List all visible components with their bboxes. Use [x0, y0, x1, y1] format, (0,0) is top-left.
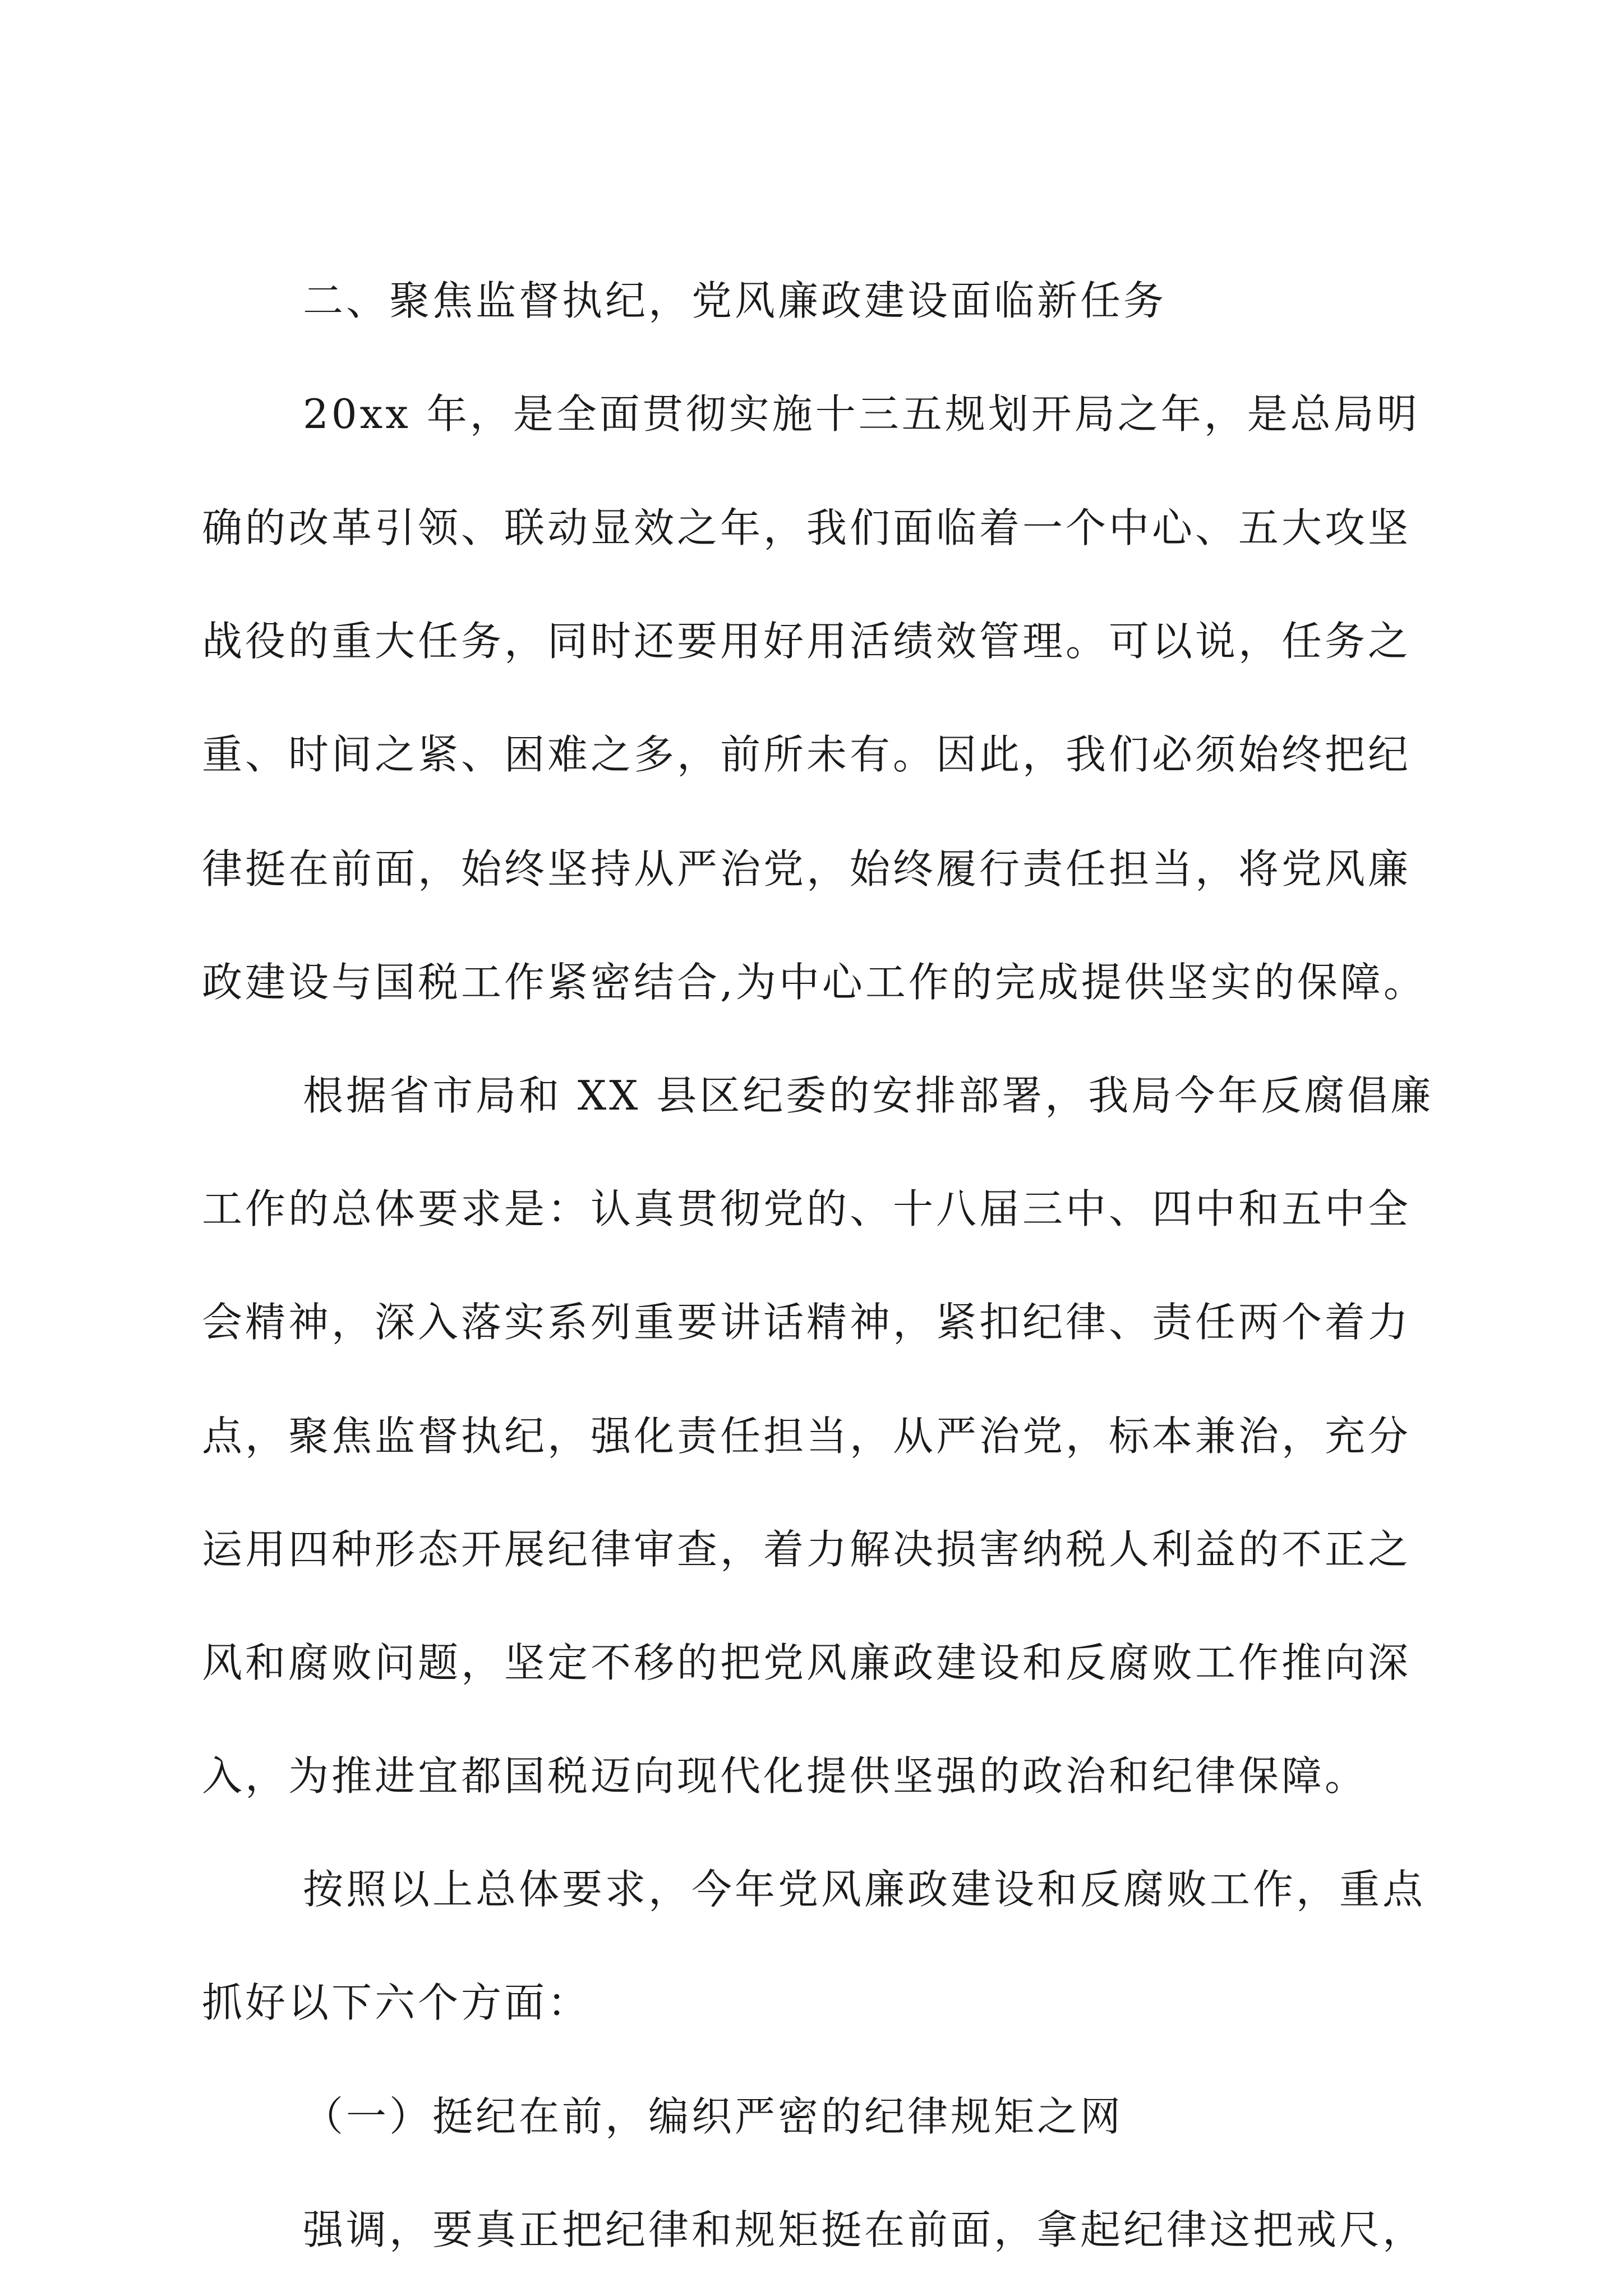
text-line-12: 运用四种形态开展纪律审查，着力解决损害纳税人利益的不正之	[202, 1526, 1412, 1573]
text-line-2: 20xx 年，是全面贯彻实施十三五规划开局之年，是总局明	[303, 390, 1420, 438]
text-line-17: （一）挺纪在前，编织严密的纪律规矩之网	[303, 2093, 1124, 2140]
text-line-9: 工作的总体要求是：认真贯彻党的、十八届三中、四中和五中全	[202, 1185, 1412, 1232]
text-line-8: 根据省市局和 XX 县区纪委的安排部署，我局今年反腐倡廉	[303, 1072, 1434, 1119]
text-line-1: 二、聚焦监督执纪，党风廉政建设面临新任务	[303, 277, 1167, 324]
text-line-7: 政建设与国税工作紧密结合,为中心工作的完成提供坚实的保障。	[202, 959, 1427, 1006]
text-line-14: 入，为推进宜都国税迈向现代化提供坚强的政治和纪律保障。	[202, 1752, 1368, 1800]
text-line-5: 重、时间之紧、困难之多，前所未有。因此，我们必须始终把纪	[202, 731, 1412, 778]
text-line-13: 风和腐败问题，坚定不移的把党风廉政建设和反腐败工作推向深	[202, 1639, 1412, 1686]
text-line-4: 战役的重大任务，同时还要用好用活绩效管理。可以说，任务之	[202, 618, 1412, 665]
text-line-15: 按照以上总体要求，今年党风廉政建设和反腐败工作，重点	[303, 1866, 1426, 1913]
text-line-10: 会精神，深入落实系列重要讲话精神，紧扣纪律、责任两个着力	[202, 1299, 1412, 1346]
text-line-11: 点，聚焦监督执纪，强化责任担当，从严治党，标本兼治，充分	[202, 1412, 1412, 1460]
text-line-16: 抓好以下六个方面：	[202, 1979, 591, 2026]
text-line-18: 强调，要真正把纪律和规矩挺在前面，拿起纪律这把戒尺，	[303, 2206, 1426, 2253]
text-line-3: 确的改革引领、联动显效之年，我们面临着一个中心、五大攻坚	[202, 504, 1412, 551]
text-line-6: 律挺在前面，始终坚持从严治党，始终履行责任担当，将党风廉	[202, 845, 1412, 892]
